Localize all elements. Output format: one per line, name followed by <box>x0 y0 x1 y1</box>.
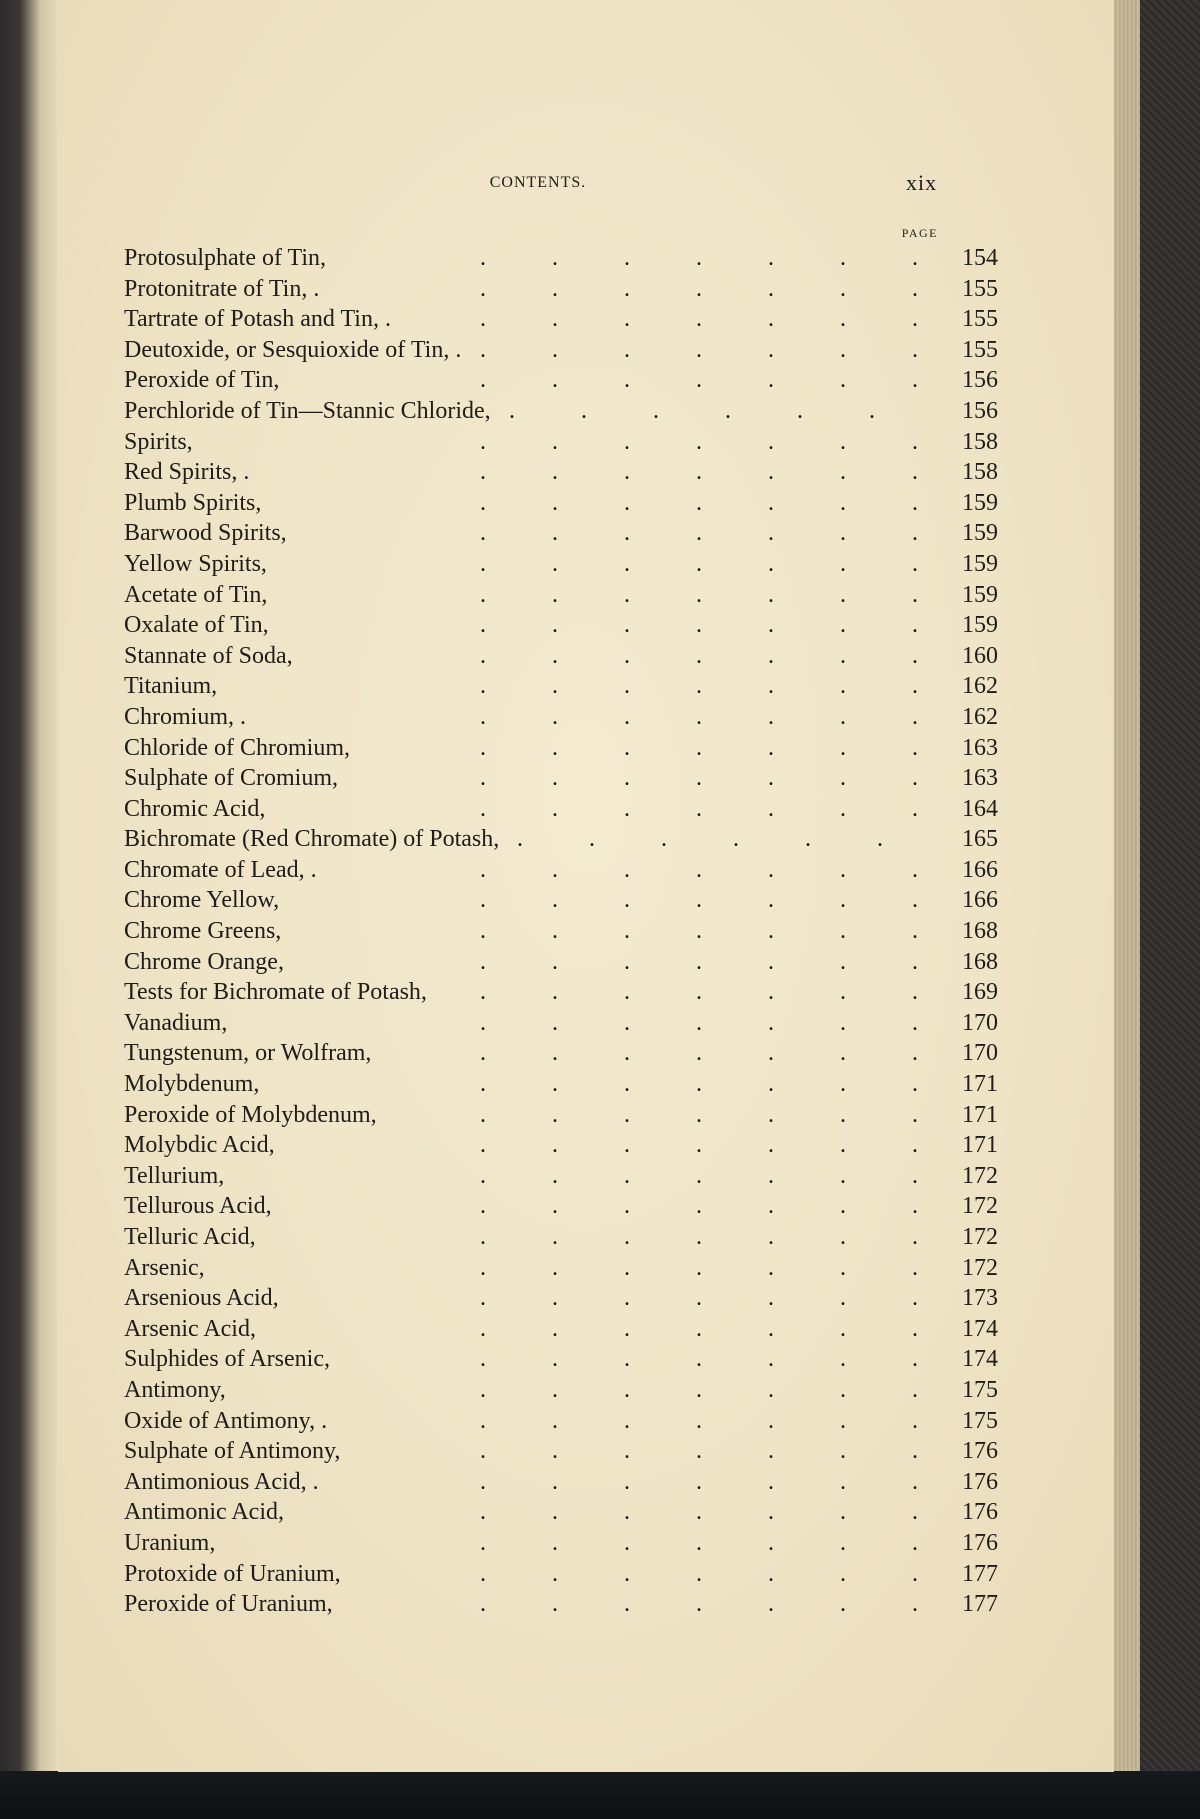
dot-leader <box>233 1528 918 1559</box>
entry-title: Molybdenum, <box>124 1071 260 1098</box>
toc-entry <box>124 1008 998 1039</box>
entry-title: Uranium, <box>124 1529 216 1556</box>
entry-page-number: 172 <box>962 1193 998 1220</box>
dot-leader <box>358 1436 918 1467</box>
entry-page-number: 174 <box>962 1346 998 1373</box>
entry-title: Chloride of Chromium, <box>124 734 350 761</box>
entry-title: Oxalate of Tin, <box>124 612 269 639</box>
dot-leader <box>389 1038 918 1069</box>
entry-page-number: 176 <box>962 1529 998 1556</box>
dot-leader <box>274 1314 918 1345</box>
toc-entry <box>124 1436 998 1467</box>
dot-leader <box>337 274 918 305</box>
toc-entry <box>124 1100 998 1131</box>
page-column-label: PAGE <box>901 226 938 240</box>
entry-page-number: 162 <box>962 673 998 700</box>
entry-title: Sulphate of Antimony, <box>124 1438 341 1465</box>
dot-leader <box>359 1559 918 1590</box>
book-bottom-edge <box>0 1771 1200 1819</box>
entry-page-number: 156 <box>962 367 998 394</box>
dot-leader <box>311 641 918 672</box>
toc-entry <box>124 824 998 855</box>
entry-title: Antimony, <box>124 1376 226 1403</box>
toc-entry <box>124 1161 998 1192</box>
entry-title: Protosulphate of Tin, <box>124 245 327 271</box>
dot-leader <box>302 1497 918 1528</box>
entry-page-number: 159 <box>962 520 998 547</box>
dot-leader <box>297 1283 918 1314</box>
entry-page-number: 174 <box>962 1315 998 1342</box>
entry-page-number: 169 <box>962 979 998 1006</box>
entry-page-number: 156 <box>962 397 998 424</box>
toc-entry <box>124 1497 998 1528</box>
dot-leader <box>293 1130 918 1161</box>
toc-entry <box>124 1038 998 1069</box>
dot-leader <box>337 1467 918 1498</box>
dot-leader <box>297 365 918 396</box>
toc-entry <box>124 365 998 396</box>
entry-title: Barwood Spirits, <box>124 520 287 547</box>
toc-entry <box>124 1069 998 1100</box>
entry-page-number: 160 <box>962 642 998 669</box>
dot-leader <box>409 304 918 335</box>
dot-leader <box>287 610 918 641</box>
entry-page-number: 175 <box>962 1407 998 1434</box>
dot-leader <box>223 1253 918 1284</box>
entry-page-number: 163 <box>962 765 998 792</box>
entry-page-number: 164 <box>962 795 998 822</box>
contents-list <box>124 243 998 1620</box>
dot-leader <box>285 580 918 611</box>
entry-page-number: 165 <box>962 826 998 853</box>
entry-title: Spirits, <box>124 428 193 455</box>
dot-leader <box>479 335 918 366</box>
entry-page-number: 166 <box>962 856 998 883</box>
toc-entry <box>124 518 998 549</box>
entry-title: Peroxide of Uranium, <box>124 1591 333 1618</box>
entry-title: Peroxide of Molybdenum, <box>124 1101 377 1128</box>
book-cover-right <box>1140 0 1200 1819</box>
dot-leader <box>297 885 918 916</box>
dot-leader <box>445 977 918 1008</box>
toc-entry <box>124 488 998 519</box>
entry-page-number: 176 <box>962 1499 998 1526</box>
entry-page-number: 173 <box>962 1285 998 1312</box>
dot-leader <box>299 916 918 947</box>
dot-leader <box>517 824 918 855</box>
entry-title: Tellurous Acid, <box>124 1193 272 1220</box>
dot-leader <box>267 457 918 488</box>
entry-title: Protonitrate of Tin, . <box>124 275 320 302</box>
page-edges <box>1114 0 1140 1819</box>
toc-entry <box>124 457 998 488</box>
entry-page-number: 170 <box>962 1040 998 1067</box>
entry-page-number: 168 <box>962 918 998 945</box>
toc-entry <box>124 1467 998 1498</box>
entry-page-number: 177 <box>962 1591 998 1618</box>
entry-page-number: 159 <box>962 612 998 639</box>
entry-page-number: 171 <box>962 1132 998 1159</box>
running-head <box>58 170 1114 204</box>
entry-title: Tellurium, <box>124 1162 225 1189</box>
entry-title: Chrome Greens, <box>124 918 282 945</box>
entry-title: Perchloride of Tin—Stannic Chloride, <box>124 397 491 424</box>
entry-title: Sulphides of Arsenic, <box>124 1346 330 1373</box>
toc-entry <box>124 977 998 1008</box>
entry-page-number: 155 <box>962 275 998 302</box>
entry-page-number: 176 <box>962 1468 998 1495</box>
entry-title: Tungstenum, or Wolfram, <box>124 1040 372 1067</box>
toc-entry <box>124 916 998 947</box>
toc-entry <box>124 335 998 366</box>
entry-title: Peroxide of Tin, <box>124 367 280 394</box>
toc-entry <box>124 1406 998 1437</box>
dot-leader <box>277 1069 918 1100</box>
entry-page-number: 172 <box>962 1254 998 1281</box>
entry-title: Sulphate of Cromium, <box>124 765 338 792</box>
toc-entry <box>124 1253 998 1284</box>
toc-entry <box>124 1375 998 1406</box>
entry-title: Plumb Spirits, <box>124 489 262 516</box>
dot-leader <box>244 1375 918 1406</box>
dot-leader <box>344 243 918 274</box>
dot-leader <box>283 794 918 825</box>
entry-page-number: 155 <box>962 336 998 363</box>
dot-leader <box>395 1100 918 1131</box>
entry-title: Protoxide of Uranium, <box>124 1560 341 1587</box>
entry-page-number: 176 <box>962 1438 998 1465</box>
entry-title: Antimonic Acid, <box>124 1499 284 1526</box>
entry-title: Chromate of Lead, . <box>124 856 317 883</box>
toc-entry <box>124 243 998 274</box>
entry-page-number: 162 <box>962 703 998 730</box>
entry-title: Chromium, . <box>124 703 247 730</box>
entry-page-number: 175 <box>962 1376 998 1403</box>
entry-title: Arsenic, <box>124 1254 205 1281</box>
toc-entry <box>124 885 998 916</box>
dot-leader <box>290 1191 918 1222</box>
entry-page-number: 171 <box>962 1071 998 1098</box>
entry-title: Acetate of Tin, <box>124 581 268 608</box>
toc-entry <box>124 1222 998 1253</box>
entry-title: Stannate of Soda, <box>124 642 293 669</box>
entry-page-number: 177 <box>962 1560 998 1587</box>
entry-title: Telluric Acid, <box>124 1224 256 1250</box>
toc-entry <box>124 1528 998 1559</box>
dot-leader <box>356 763 918 794</box>
dot-leader <box>509 396 918 427</box>
entry-title: Titanium, <box>124 673 218 700</box>
entry-title: Bichromate (Red Chromate) of Potash, <box>124 826 500 853</box>
dot-leader <box>279 488 918 519</box>
entry-page-number: 171 <box>962 1101 998 1128</box>
entry-page-number: 172 <box>962 1162 998 1189</box>
entry-title: Vanadium, <box>124 1009 228 1036</box>
entry-title: Deutoxide, or Sesquioxide of Tin, . <box>124 336 462 363</box>
toc-entry <box>124 396 998 427</box>
entry-title: Tartrate of Potash and Tin, . <box>124 306 391 333</box>
entry-title: Chrome Yellow, <box>124 887 280 914</box>
book-spine-left <box>0 0 58 1819</box>
entry-title: Yellow Spirits, <box>124 550 267 577</box>
entry-page-number: 159 <box>962 550 998 577</box>
toc-entry <box>124 855 998 886</box>
entry-title: Arsenious Acid, <box>124 1285 279 1312</box>
entry-page-number: 159 <box>962 489 998 516</box>
toc-entry <box>124 1191 998 1222</box>
dot-leader <box>351 1589 918 1620</box>
toc-entry <box>124 610 998 641</box>
toc-entry <box>124 641 998 672</box>
entry-title: Molybdic Acid, <box>124 1132 275 1159</box>
entry-title: Chrome Orange, <box>124 948 284 975</box>
toc-entry <box>124 1130 998 1161</box>
running-title: CONTENTS. <box>489 174 587 191</box>
dot-leader <box>274 1222 918 1253</box>
dot-leader <box>242 1161 918 1192</box>
toc-entry <box>124 1283 998 1314</box>
toc-entry <box>124 947 998 978</box>
dot-leader <box>345 1406 918 1437</box>
toc-entry <box>124 580 998 611</box>
toc-entry <box>124 549 998 580</box>
toc-entry <box>124 1344 998 1375</box>
book-page <box>58 0 1114 1772</box>
entry-page-number: 170 <box>962 1009 998 1036</box>
dot-leader <box>348 1344 918 1375</box>
toc-entry <box>124 1589 998 1620</box>
dot-leader <box>264 702 918 733</box>
dot-leader <box>302 947 918 978</box>
toc-entry <box>124 671 998 702</box>
entry-title: Red Spirits, . <box>124 459 250 486</box>
entry-page-number: 155 <box>962 306 998 333</box>
dot-leader <box>368 733 918 764</box>
dot-leader <box>211 427 918 458</box>
toc-entry <box>124 427 998 458</box>
toc-entry <box>124 304 998 335</box>
entry-page-number: 159 <box>962 581 998 608</box>
dot-leader <box>285 549 918 580</box>
toc-entry <box>124 1559 998 1590</box>
dot-leader <box>235 671 918 702</box>
toc-entry <box>124 274 998 305</box>
page-number: xix <box>906 170 938 195</box>
toc-entry <box>124 733 998 764</box>
toc-entry <box>124 763 998 794</box>
entry-page-number: 166 <box>962 887 998 914</box>
entry-title: Tests for Bichromate of Potash, <box>124 979 427 1006</box>
entry-page-number: 168 <box>962 948 998 975</box>
entry-page-number: 158 <box>962 459 998 486</box>
entry-page-number: 154 <box>962 245 998 271</box>
entry-page-number: 163 <box>962 734 998 761</box>
entry-page-number: 158 <box>962 428 998 455</box>
toc-entry <box>124 702 998 733</box>
entry-title: Oxide of Antimony, . <box>124 1407 328 1434</box>
dot-leader <box>335 855 918 886</box>
dot-leader <box>245 1008 918 1039</box>
entry-title: Arsenic Acid, <box>124 1315 256 1342</box>
entry-title: Antimonious Acid, . <box>124 1468 319 1495</box>
entry-title: Chromic Acid, <box>124 795 266 822</box>
entry-page-number: 172 <box>962 1224 998 1250</box>
toc-entry <box>124 794 998 825</box>
dot-leader <box>305 518 918 549</box>
toc-entry <box>124 1314 998 1345</box>
